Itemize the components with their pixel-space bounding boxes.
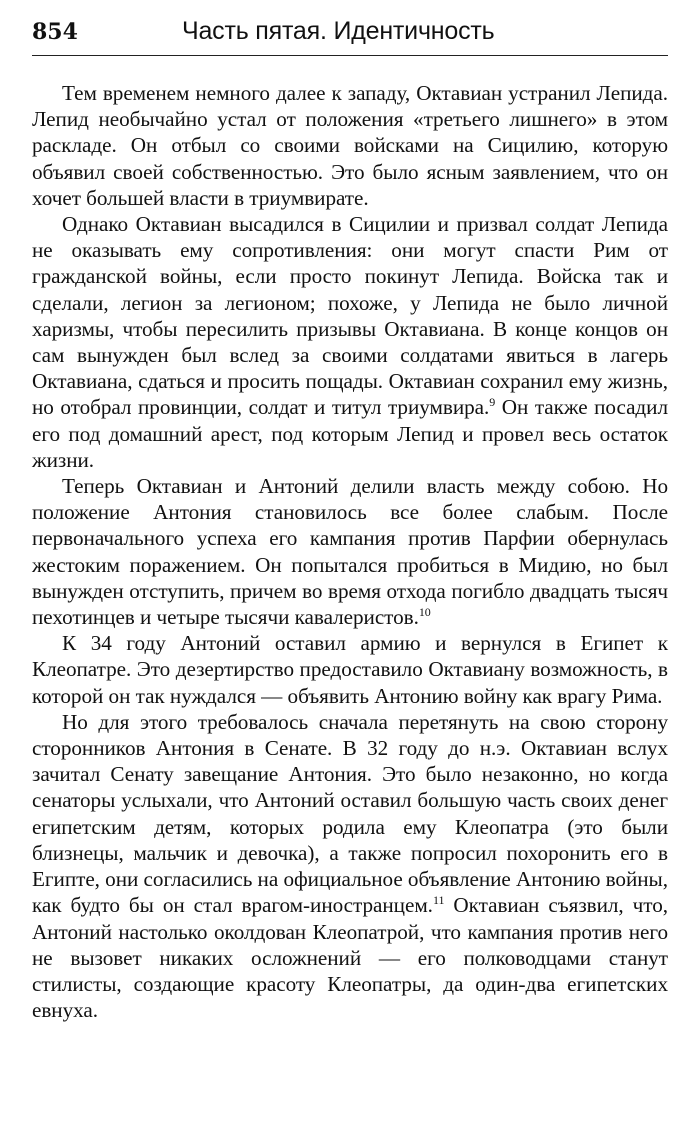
paragraph-3: [32, 473, 668, 630]
paragraph-text: Но для этого требовалось сначала перетянуть на свою сторону сторонников Антония в Сенате. В 32 году до н.э. Октавиан вслух зачитал Сенату завещание Антония. Это было незаконно, но когда сенаторы услыхали, что Антоний оставил большую часть своих денег египетским детям, которых родила ему Клеопатра (это были близнецы, мальчик и девочка), а также попросил похоронить его в Египте, они согласились на официальное объявление Антонию войны, как будто бы он стал врагом-иностранцем.: [32, 709, 668, 918]
paragraph-1: [32, 80, 668, 211]
paragraph-text: Он также посадил его под домашний арест, под которым Лепид и провел весь остаток жизни.: [32, 395, 668, 472]
footnote-ref-11[interactable]: 11: [432, 893, 445, 908]
paragraph-text: К 34 году Антоний оставил армию и вернулся в Египет к Клеопатре. Это дезертирство предоставило Октавиану возможность, в которой он так нуждался — объявить Антонию войну как врагу Рима.: [32, 631, 668, 708]
paragraph-text: Октавиан съязвил, что, Антоний настолько околдован Клеопатрой, что кампания против него не вызовет никаких осложнений — его полководцами станут стилисты, создающие красоту Клеопатры, да один-два египетских евнуха.: [32, 893, 668, 1023]
paragraph-2: [32, 211, 668, 473]
paragraph-text: Однако Октавиан высадился в Сицилии и призвал солдат Лепида не оказывать ему сопротивления: они могут спасти Рим от гражданской войны, если просто покинут Лепида. Войска так и сделали, легион за легионом; похоже, у Лепида не было личной харизмы, чтобы пересилить призывы Октавиана. В конце концов он сам вынужден был вслед за своими солдатами явиться в лагерь Октавиана, сдаться и просить пощады. Октавиан сохранил ему жизнь, но отобрал провинции, солдат и титул триумвира.: [32, 212, 668, 420]
paragraph-text: Тем временем немного далее к западу, Октавиан устранил Лепида. Лепид необычайно устал от положения «третьего лишнего» в этом раскладе. Он отбыл со своими войсками на Сицилию, которую объявил своей собственностью. Это было ясным заявлением, что он хочет большей власти в триумвирате.: [32, 81, 668, 210]
page-number: 854: [32, 19, 78, 45]
paragraph-4: [32, 630, 668, 709]
footnote-ref-9[interactable]: 9: [489, 395, 496, 410]
body-text: [32, 80, 668, 1023]
header-rule: [32, 55, 668, 56]
paragraph-5: [32, 709, 668, 1023]
running-head: Часть пятая. Идентичность: [182, 17, 495, 45]
page-header: [32, 12, 668, 52]
paragraph-text: Теперь Октавиан и Антоний делили власть между собою. Но положение Антония становилось все более слабым. После первоначального успеха его кампания против Парфии обернулась жестоким поражением. Он попытался пробиться в Мидию, но был вынужден отступить, причем во время отхода погибло двадцать тысяч пехотинцев и четыре тысячи кавалеристов.: [32, 474, 668, 630]
footnote-ref-10[interactable]: 10: [418, 605, 431, 619]
